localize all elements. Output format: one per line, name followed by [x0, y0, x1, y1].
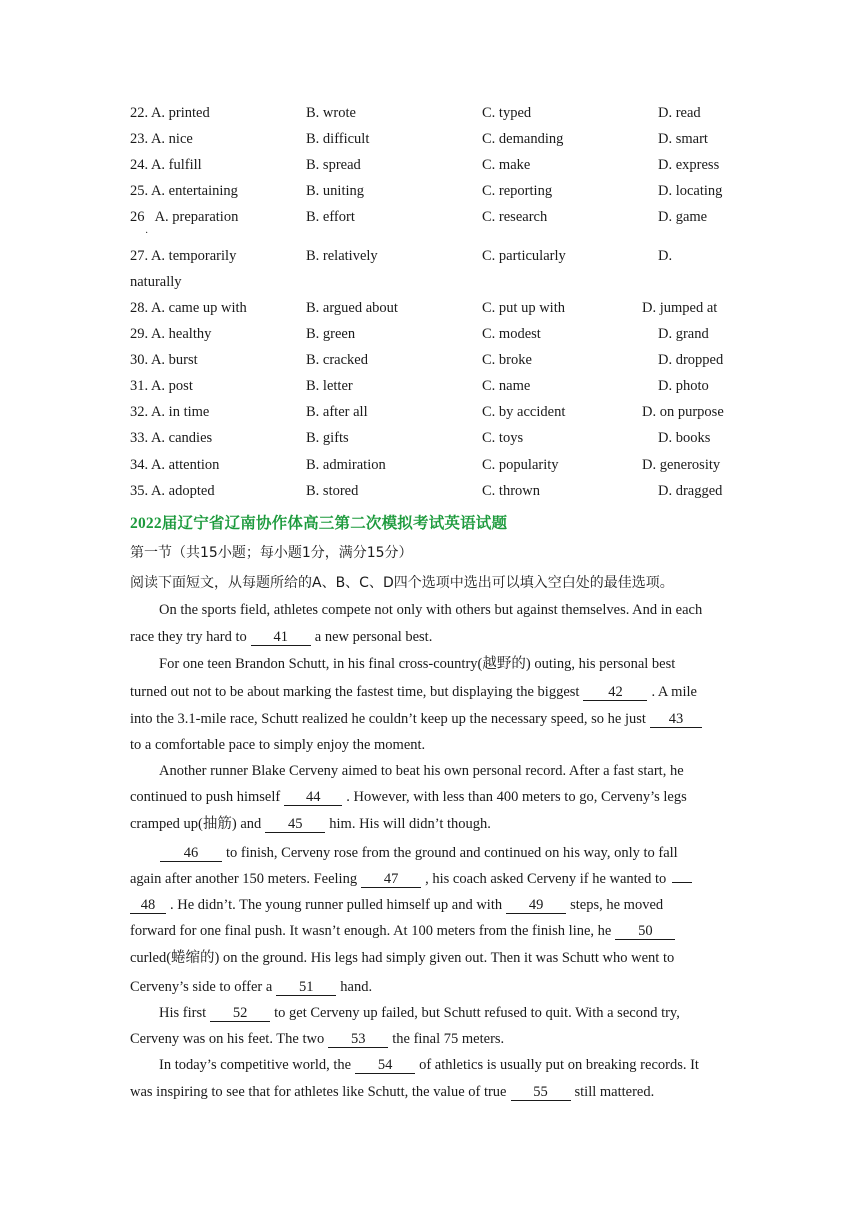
stray-dot: · [145, 228, 149, 239]
blank-48-start [672, 882, 692, 883]
option-c: C. research [482, 209, 548, 225]
option-d: D. dragged [658, 483, 723, 499]
passage-line: cramped up(抽筋) and 45 him. His will didn’t though. [130, 816, 491, 832]
option-d: D. grand [658, 326, 709, 342]
option-b: B. stored [306, 483, 359, 499]
blank-42[interactable]: 42 [583, 685, 647, 701]
option-c: C. by accident [482, 404, 566, 420]
passage-line: On the sports field, athletes compete not only with others but against themselves. And in each [159, 602, 703, 618]
option-a: 23. A. nice [130, 131, 193, 147]
option-a: 24. A. fulfill [130, 157, 202, 173]
option-d: D. express [658, 157, 720, 173]
option-d: D. read [658, 105, 701, 121]
blank-52[interactable]: 52 [210, 1006, 270, 1022]
option-d: D. locating [658, 183, 723, 199]
option-c: C. broke [482, 352, 532, 368]
blank-45[interactable]: 45 [265, 817, 325, 833]
option-b: B. difficult [306, 131, 370, 147]
option-a: 26 A. preparation [130, 209, 239, 225]
option-b: B. relatively [306, 248, 378, 264]
option-c: C. make [482, 157, 531, 173]
option-a: 30. A. burst [130, 352, 198, 368]
option-c: C. modest [482, 326, 541, 342]
option-c: C. particularly [482, 248, 566, 264]
option-a: 34. A. attention [130, 457, 220, 473]
option-d: D. jumped at [642, 300, 718, 316]
section-heading: 第一节（共15小题；每小题1分，满分15分） [130, 545, 413, 561]
option-a: 22. A. printed [130, 105, 210, 121]
passage-line: For one teen Brandon Schutt, in his final cross-country(越野的) outing, his personal best [159, 656, 676, 672]
passage-line: Cerveny was on his feet. The two 53 the final 75 meters. [130, 1031, 505, 1047]
blank-55[interactable]: 55 [511, 1085, 571, 1101]
option-c: C. demanding [482, 131, 564, 147]
passage-line: forward for one final push. It wasn’t enough. At 100 meters from the finish line, he 50 [130, 922, 679, 940]
passage-line: 46 to finish, Cerveny rose from the ground and continued on his way, only to fall [156, 844, 678, 862]
option-b: B. gifts [306, 430, 349, 446]
option-d: D. on purpose [642, 404, 724, 420]
option-a: 31. A. post [130, 378, 193, 394]
blank-51[interactable]: 51 [276, 980, 336, 996]
option-d: D. books [658, 430, 711, 446]
option-a: 32. A. in time [130, 404, 210, 420]
option-b: B. uniting [306, 183, 365, 199]
passage-line: His first 52 to get Cerveny up failed, but Schutt refused to quit. With a second try, [159, 1005, 680, 1021]
option-c: C. put up with [482, 300, 565, 316]
option-c: C. reporting [482, 183, 553, 199]
passage-line: again after another 150 meters. Feeling 47 , his coach asked Cerveny if he wanted to [130, 870, 696, 888]
blank-43[interactable]: 43 [650, 712, 702, 728]
passage-line: curled(蜷缩的) on the ground. His legs had simply given out. Then it was Schutt who went to [130, 950, 675, 966]
option-27-wrap: naturally [130, 274, 182, 290]
passage-line: to a comfortable pace to simply enjoy the moment. [130, 737, 426, 753]
blank-47[interactable]: 47 [361, 872, 421, 888]
option-d: D. dropped [658, 352, 724, 368]
option-c: C. thrown [482, 483, 540, 499]
blank-46[interactable]: 46 [160, 846, 222, 862]
option-a: 33. A. candies [130, 430, 213, 446]
option-a: 25. A. entertaining [130, 183, 238, 199]
blank-50[interactable]: 50 [615, 924, 675, 940]
passage-line: race they try hard to 41 a new personal best. [130, 629, 433, 645]
passage-line: 48 . He didn’t. The young runner pulled himself up and with 49 steps, he moved [130, 896, 663, 914]
option-d: D. game [658, 209, 708, 225]
option-d: D. [658, 248, 673, 264]
blank-48[interactable]: 48 [130, 898, 166, 914]
option-a: 35. A. adopted [130, 483, 215, 499]
passage-line: turned out not to be about marking the fastest time, but displaying the biggest 42 . A mile [130, 684, 697, 700]
option-b: B. green [306, 326, 356, 342]
passage-line: Cerveny’s side to offer a 51 hand. [130, 979, 373, 995]
option-c: C. typed [482, 105, 532, 121]
passage-line: into the 3.1-mile race, Schutt realized he couldn’t keep up the necessary speed, so he just 43 [130, 710, 706, 728]
option-d: D. generosity [642, 457, 721, 473]
blank-54[interactable]: 54 [355, 1058, 415, 1074]
option-d: D. smart [658, 131, 708, 147]
option-a: 28. A. came up with [130, 300, 247, 316]
instruction-text: 阅读下面短文，从每题所给的A、B、C、D四个选项中选出可以填入空白处的最佳选项。 [130, 575, 674, 591]
option-c: C. name [482, 378, 531, 394]
option-b: B. argued about [306, 300, 398, 316]
passage-line: was inspiring to see that for athletes like Schutt, the value of true 55 still mattered. [130, 1084, 655, 1100]
option-b: B. after all [306, 404, 368, 420]
exam-title: 2022届辽宁省辽南协作体高三第二次模拟考试英语试题 [130, 515, 508, 532]
option-b: B. cracked [306, 352, 368, 368]
passage-line: Another runner Blake Cerveny aimed to beat his own personal record. After a fast start, he [159, 763, 684, 779]
blank-53[interactable]: 53 [328, 1032, 388, 1048]
option-b: B. effort [306, 209, 355, 225]
blank-44[interactable]: 44 [284, 790, 342, 806]
option-b: B. spread [306, 157, 361, 173]
option-a: 27. A. temporarily [130, 248, 237, 264]
passage-line: In today’s competitive world, the 54 of athletics is usually put on breaking records. It [159, 1057, 699, 1073]
option-b: B. wrote [306, 105, 356, 121]
option-b: B. admiration [306, 457, 386, 473]
option-c: C. toys [482, 430, 524, 446]
option-d: D. photo [658, 378, 709, 394]
option-b: B. letter [306, 378, 353, 394]
passage-line: continued to push himself 44 . However, with less than 400 meters to go, Cerveny’s legs [130, 789, 687, 805]
option-a: 29. A. healthy [130, 326, 212, 342]
blank-41[interactable]: 41 [251, 630, 311, 646]
option-c: C. popularity [482, 457, 559, 473]
blank-49[interactable]: 49 [506, 898, 566, 914]
